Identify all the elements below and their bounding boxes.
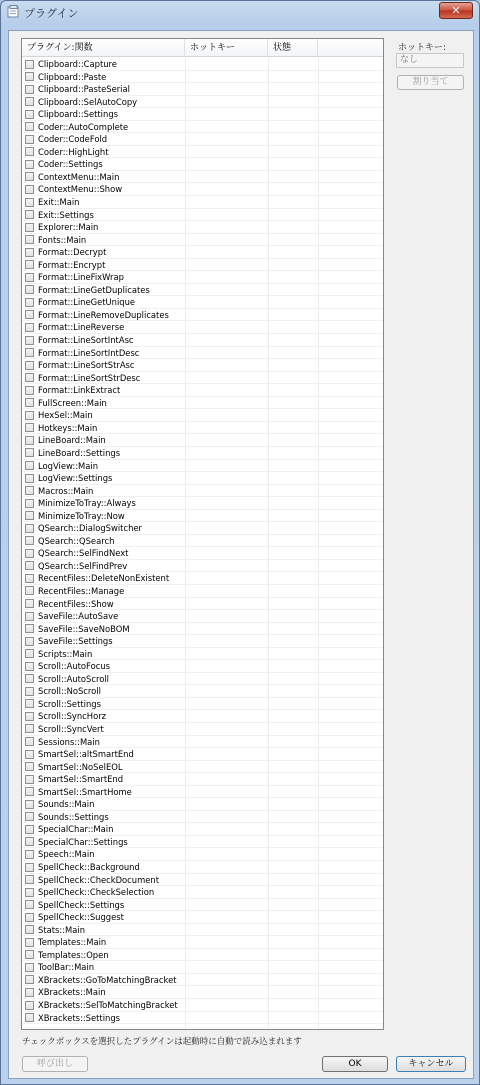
list-item[interactable] — [22, 108, 383, 121]
list-item[interactable] — [22, 924, 383, 937]
autoload-checkbox[interactable] — [25, 674, 34, 683]
plugin-function-name: Format::Encrypt — [38, 259, 106, 270]
plugin-function-name: Macros::Main — [38, 485, 94, 496]
plugin-function-name: FullScreen::Main — [38, 397, 107, 408]
list-item[interactable] — [22, 748, 383, 761]
autoload-checkbox[interactable] — [25, 888, 34, 897]
plugin-function-name: MinimizeToTray::Now — [38, 510, 125, 521]
plugin-function-name: ContextMenu::Main — [38, 171, 120, 182]
list-item[interactable] — [22, 409, 383, 422]
autoload-checkbox[interactable] — [25, 787, 34, 796]
list-item[interactable] — [22, 133, 383, 146]
title-bar[interactable] — [1, 1, 479, 23]
plugin-function-name: LogView::Settings — [38, 473, 113, 484]
plugin-function-name: QSearch::DialogSwitcher — [38, 523, 142, 534]
autoload-checkbox[interactable] — [25, 1001, 34, 1010]
list-item[interactable] — [22, 183, 383, 196]
plugin-function-name: XBrackets::Settings — [38, 1012, 121, 1023]
list-item[interactable] — [22, 259, 383, 272]
list-item[interactable] — [22, 485, 383, 498]
plugin-function-name: XBrackets::GoToMatchingBracket — [38, 974, 177, 985]
autoload-checkbox[interactable] — [25, 599, 34, 608]
autoload-checkbox[interactable] — [25, 750, 34, 759]
list-item[interactable] — [22, 736, 383, 749]
plugin-function-name: Clipboard::Paste — [38, 71, 107, 82]
plugin-function-name: Format::Decrypt — [38, 247, 107, 258]
hotkey-label: ホットキー: — [398, 43, 447, 53]
list-item[interactable] — [22, 296, 383, 309]
call-button[interactable]: 呼び出し — [22, 1056, 88, 1072]
plugin-function-name: Coder::Settings — [38, 159, 103, 170]
list-item[interactable] — [22, 246, 383, 259]
plugin-function-name: Clipboard::Settings — [38, 109, 118, 120]
list-item[interactable] — [22, 961, 383, 974]
list-item[interactable] — [22, 510, 383, 523]
plugin-function-name: ContextMenu::Show — [38, 184, 123, 195]
list-item[interactable] — [22, 547, 383, 560]
autoload-checkbox[interactable] — [25, 336, 34, 345]
plugin-function-name: LogView::Main — [38, 460, 99, 471]
plugin-function-name: Sounds::Settings — [38, 811, 109, 822]
list-item[interactable] — [22, 535, 383, 548]
plugin-list[interactable] — [21, 38, 384, 1030]
plugin-function-name: SmartSel::altSmartEnd — [38, 749, 134, 760]
autoload-checkbox[interactable] — [25, 474, 34, 483]
autoload-checkbox[interactable] — [25, 900, 34, 909]
plugin-function-name: Scroll::SyncVert — [38, 723, 104, 734]
list-item[interactable] — [22, 848, 383, 861]
plugin-function-name: Format::LineGetUnique — [38, 297, 136, 308]
autoload-checkbox[interactable] — [25, 210, 34, 219]
list-item[interactable] — [22, 472, 383, 485]
list-item[interactable] — [22, 798, 383, 811]
autoload-checkbox[interactable] — [25, 850, 34, 859]
autoload-checkbox[interactable] — [25, 624, 34, 633]
autoload-checkbox[interactable] — [25, 423, 34, 432]
plugin-function-name: LineBoard::Main — [38, 435, 106, 446]
plugin-function-name: SmartSel::NoSelEOL — [38, 761, 123, 772]
autoload-checkbox[interactable] — [25, 775, 34, 784]
autoload-checkbox[interactable] — [25, 938, 34, 947]
list-item[interactable] — [22, 836, 383, 849]
list-item[interactable] — [22, 886, 383, 899]
autoload-checkbox[interactable] — [25, 762, 34, 771]
plugin-function-name: SaveFile::AutoSave — [38, 611, 119, 622]
autoload-checkbox[interactable] — [25, 524, 34, 533]
autoload-checkbox[interactable] — [25, 147, 34, 156]
list-item[interactable] — [22, 936, 383, 949]
ok-button[interactable]: OK — [322, 1056, 388, 1072]
autoload-checkbox[interactable] — [25, 122, 34, 131]
list-item[interactable] — [22, 96, 383, 109]
list-item[interactable] — [22, 196, 383, 209]
list-item[interactable] — [22, 171, 383, 184]
autoload-checkbox[interactable] — [25, 60, 34, 69]
autoload-checkbox[interactable] — [25, 348, 34, 357]
plugin-function-name: Exit::Settings — [38, 209, 94, 220]
autoload-checkbox[interactable] — [25, 875, 34, 884]
plugin-function-name: Format::LinkExtract — [38, 385, 121, 396]
autoload-checkbox[interactable] — [25, 198, 34, 207]
plugin-function-name: Stats::Main — [38, 924, 86, 935]
dialog-body — [8, 30, 474, 1079]
plugin-function-name: SpellCheck::CheckSelection — [38, 887, 155, 898]
plugin-function-name: SpellCheck::Settings — [38, 899, 125, 910]
list-item[interactable] — [22, 321, 383, 334]
list-item[interactable] — [22, 334, 383, 347]
list-item[interactable] — [22, 58, 383, 71]
list-item[interactable] — [22, 572, 383, 585]
list-item[interactable] — [22, 347, 383, 360]
plugin-function-name: Scripts::Main — [38, 648, 93, 659]
close-icon: ✕ — [451, 4, 461, 17]
plugin-function-name: RecentFiles::Manage — [38, 585, 125, 596]
plugin-function-name: Sounds::Main — [38, 799, 95, 810]
column-header-status[interactable]: 状態 — [268, 39, 318, 57]
plugin-function-name: Format::LineRemoveDuplicates — [38, 309, 169, 320]
list-item[interactable] — [22, 234, 383, 247]
plugin-function-name: HexSel::Main — [38, 410, 93, 421]
autoload-checkbox[interactable] — [25, 612, 34, 621]
autoload-checkbox[interactable] — [25, 260, 34, 269]
autoload-checkbox[interactable] — [25, 436, 34, 445]
autoload-checkbox[interactable] — [25, 373, 34, 382]
list-item[interactable] — [22, 585, 383, 598]
list-header — [22, 39, 383, 57]
list-item[interactable] — [22, 974, 383, 987]
list-item[interactable] — [22, 986, 383, 999]
plugin-function-name: Scroll::AutoFocus — [38, 661, 110, 672]
autoload-checkbox[interactable] — [25, 85, 34, 94]
plugin-function-name: QSearch::QSearch — [38, 535, 115, 546]
list-item[interactable] — [22, 773, 383, 786]
list-item[interactable] — [22, 823, 383, 836]
autoload-checkbox[interactable] — [25, 235, 34, 244]
autoload-checkbox[interactable] — [25, 637, 34, 646]
list-item[interactable] — [22, 271, 383, 284]
list-item[interactable] — [22, 949, 383, 962]
autoload-checkbox[interactable] — [25, 975, 34, 984]
plugin-function-name: XBrackets::SelToMatchingBracket — [38, 1000, 178, 1011]
autoload-checkbox[interactable] — [25, 800, 34, 809]
plugin-function-name: Format::LineSortIntDesc — [38, 347, 140, 358]
list-item[interactable] — [22, 372, 383, 385]
plugin-function-name: SpecialChar::Settings — [38, 836, 128, 847]
list-item[interactable] — [22, 397, 383, 410]
list-item[interactable] — [22, 309, 383, 322]
autoload-checkbox[interactable] — [25, 699, 34, 708]
autoload-checkbox[interactable] — [25, 499, 34, 508]
plugin-function-name: RecentFiles::DeleteNonExistent — [38, 573, 170, 584]
plugin-function-name: SpellCheck::CheckDocument — [38, 874, 159, 885]
autoload-checkbox[interactable] — [25, 72, 34, 81]
list-item[interactable] — [22, 497, 383, 510]
list-item[interactable] — [22, 861, 383, 874]
list-item[interactable] — [22, 598, 383, 611]
autoload-checkbox[interactable] — [25, 185, 34, 194]
autoload-checkbox[interactable] — [25, 549, 34, 558]
list-item[interactable] — [22, 811, 383, 824]
plugin-function-name: Scroll::Settings — [38, 698, 101, 709]
plugin-function-name: Scroll::NoScroll — [38, 686, 101, 697]
plugin-function-name: Format::LineReverse — [38, 322, 125, 333]
autoload-checkbox[interactable] — [25, 110, 34, 119]
list-item[interactable] — [22, 911, 383, 924]
plugin-function-name: Format::LineSortStrAsc — [38, 360, 135, 371]
autoload-checkbox[interactable] — [25, 1013, 34, 1022]
autoload-checkbox[interactable] — [25, 248, 34, 257]
plugin-function-name: Coder::CodeFold — [38, 134, 108, 145]
list-item[interactable] — [22, 522, 383, 535]
plugin-app-icon — [7, 5, 20, 18]
list-item[interactable] — [22, 623, 383, 636]
list-item[interactable] — [22, 761, 383, 774]
list-item[interactable] — [22, 209, 383, 222]
list-item[interactable] — [22, 723, 383, 736]
autoload-checkbox[interactable] — [25, 837, 34, 846]
list-item[interactable] — [22, 560, 383, 573]
list-item[interactable] — [22, 610, 383, 623]
plugin-function-name: RecentFiles::Show — [38, 598, 114, 609]
plugin-function-name: ToolBar::Main — [38, 962, 95, 973]
autoload-checkbox[interactable] — [25, 310, 34, 319]
autoload-checkbox[interactable] — [25, 950, 34, 959]
list-item[interactable] — [22, 460, 383, 473]
plugin-function-name: Format::LineFixWrap — [38, 272, 124, 283]
plugin-function-name: QSearch::SelFindPrev — [38, 560, 128, 571]
plugin-function-name: Exit::Main — [38, 197, 80, 208]
list-item[interactable] — [22, 447, 383, 460]
window-title: プラグイン — [24, 7, 79, 20]
autoload-checkbox[interactable] — [25, 988, 34, 997]
plugin-function-name: SaveFile::SaveNoBOM — [38, 623, 130, 634]
plugin-function-name: Format::LineSortStrDesc — [38, 372, 141, 383]
plugin-function-name: SaveFile::Settings — [38, 636, 113, 647]
autoload-checkbox[interactable] — [25, 687, 34, 696]
autoload-checkbox[interactable] — [25, 536, 34, 545]
autoload-checkbox[interactable] — [25, 160, 34, 169]
plugin-function-name: Explorer::Main — [38, 222, 99, 233]
list-item[interactable] — [22, 146, 383, 159]
plugin-function-name: Scroll::AutoScroll — [38, 673, 110, 684]
list-item[interactable] — [22, 284, 383, 297]
list-item[interactable] — [22, 158, 383, 171]
plugin-function-name: SpellCheck::Background — [38, 862, 140, 872]
autoload-checkbox[interactable] — [25, 273, 34, 282]
autoload-checkbox[interactable] — [25, 386, 34, 395]
autoload-checkbox[interactable] — [25, 486, 34, 495]
plugin-function-name: Sessions::Main — [38, 736, 100, 747]
autoload-checkbox[interactable] — [25, 574, 34, 583]
list-rows — [22, 58, 383, 1024]
autoload-checkbox[interactable] — [25, 812, 34, 821]
plugin-function-name: Speech::Main — [38, 849, 95, 860]
autoload-checkbox[interactable] — [25, 361, 34, 370]
list-item[interactable] — [22, 434, 383, 447]
plugin-function-name: Hotkeys::Main — [38, 422, 98, 433]
plugin-function-name: Coder::HighLight — [38, 146, 109, 157]
autoload-checkbox[interactable] — [25, 586, 34, 595]
autoload-checkbox[interactable] — [25, 172, 34, 181]
list-item[interactable] — [22, 710, 383, 723]
autoload-checkbox[interactable] — [25, 448, 34, 457]
plugin-function-name: SpellCheck::Suggest — [38, 912, 124, 923]
list-item[interactable] — [22, 874, 383, 887]
plugin-function-name: Scroll::SyncHorz — [38, 711, 107, 722]
autoload-checkbox[interactable] — [25, 223, 34, 232]
plugin-function-name: SpecialChar::Main — [38, 824, 114, 835]
plugin-function-name: Clipboard::SelAutoCopy — [38, 96, 138, 107]
autoload-checkbox[interactable] — [25, 913, 34, 922]
plugin-function-name: Format::LineGetDuplicates — [38, 284, 150, 295]
list-item[interactable] — [22, 999, 383, 1012]
list-item[interactable] — [22, 422, 383, 435]
cancel-button[interactable]: キャンセル — [396, 1056, 466, 1072]
plugin-function-name: QSearch::SelFindNext — [38, 548, 129, 559]
autoload-note: チェックボックスを選択したプラグインは起動時に自動で読み込まれます — [22, 1037, 302, 1047]
autoload-checkbox[interactable] — [25, 712, 34, 721]
autoload-checkbox[interactable] — [25, 662, 34, 671]
autoload-checkbox[interactable] — [25, 963, 34, 972]
autoload-checkbox[interactable] — [25, 97, 34, 106]
plugin-function-name: MinimizeToTray::Always — [38, 498, 136, 509]
list-item[interactable] — [22, 685, 383, 698]
plugin-function-name: LineBoard::Settings — [38, 447, 121, 458]
close-button[interactable] — [439, 2, 473, 19]
list-item[interactable] — [22, 786, 383, 799]
autoload-checkbox[interactable] — [25, 925, 34, 934]
hotkey-field[interactable]: なし — [396, 53, 464, 68]
autoload-checkbox[interactable] — [25, 724, 34, 733]
column-header-plugin-function[interactable]: プラグイン:関数 — [22, 39, 185, 57]
autoload-checkbox[interactable] — [25, 649, 34, 658]
autoload-checkbox[interactable] — [25, 511, 34, 520]
list-item[interactable] — [22, 121, 383, 134]
autoload-checkbox[interactable] — [25, 461, 34, 470]
list-item[interactable] — [22, 221, 383, 234]
autoload-checkbox[interactable] — [25, 398, 34, 407]
list-item[interactable] — [22, 635, 383, 648]
plugin-function-name: Clipboard::Capture — [38, 59, 117, 69]
list-item[interactable] — [22, 648, 383, 661]
plugin-function-name: Templates::Open — [38, 949, 109, 960]
autoload-checkbox[interactable] — [25, 135, 34, 144]
autoload-checkbox[interactable] — [25, 298, 34, 307]
autoload-checkbox[interactable] — [25, 737, 34, 746]
list-item[interactable] — [22, 899, 383, 912]
plugin-function-name: Fonts::Main — [38, 234, 87, 245]
autoload-checkbox[interactable] — [25, 825, 34, 834]
plugin-function-name: Clipboard::PasteSerial — [38, 84, 130, 95]
list-item[interactable] — [22, 384, 383, 397]
column-header-hotkey[interactable]: ホットキー — [185, 39, 268, 57]
autoload-checkbox[interactable] — [25, 561, 34, 570]
autoload-checkbox[interactable] — [25, 323, 34, 332]
assign-button[interactable]: 割り当て — [397, 75, 464, 90]
plugin-function-name: SmartSel::SmartEnd — [38, 774, 124, 785]
list-item[interactable] — [22, 1012, 383, 1025]
plugin-function-name: Coder::AutoComplete — [38, 121, 129, 132]
autoload-checkbox[interactable] — [25, 411, 34, 420]
plugin-function-name: Templates::Main — [38, 937, 107, 948]
plugin-function-name: XBrackets::Main — [38, 987, 106, 998]
list-item[interactable] — [22, 83, 383, 96]
autoload-checkbox[interactable] — [25, 285, 34, 294]
list-item[interactable] — [22, 698, 383, 711]
list-item[interactable] — [22, 673, 383, 686]
autoload-checkbox[interactable] — [25, 863, 34, 872]
plugin-function-name: Format::LineSortIntAsc — [38, 335, 134, 346]
plugin-function-name: SmartSel::SmartHome — [38, 786, 132, 797]
list-item[interactable] — [22, 660, 383, 673]
list-item[interactable] — [22, 71, 383, 84]
list-item[interactable] — [22, 359, 383, 372]
